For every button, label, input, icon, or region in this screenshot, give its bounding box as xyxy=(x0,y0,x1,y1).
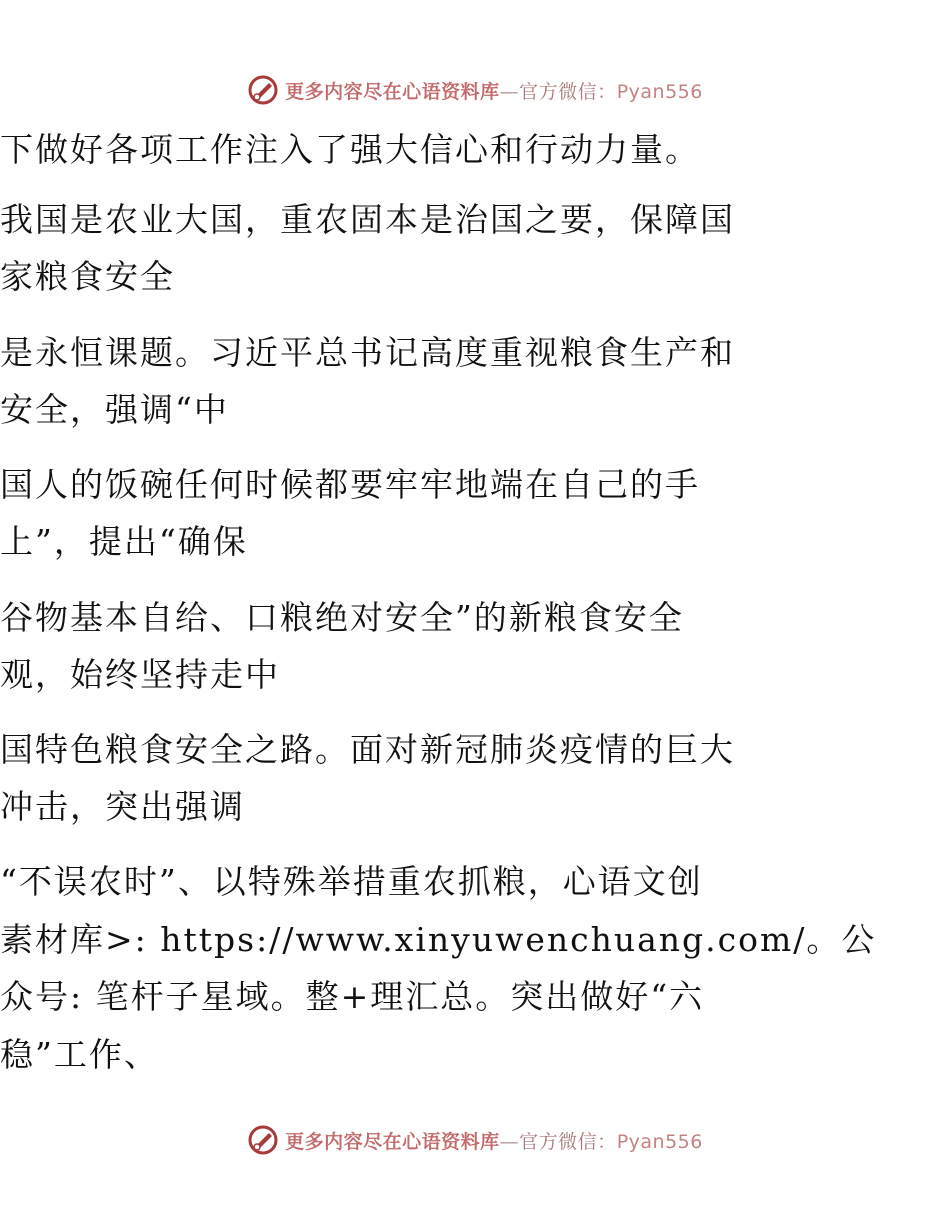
body-line: 国特色粮食安全之路。面对新冠肺炎疫情的巨大 xyxy=(0,730,735,769)
footer-text xyxy=(285,1127,703,1154)
footer-label: 官方微信： xyxy=(519,1130,617,1153)
body-line: 安全，强调“中 xyxy=(0,390,229,429)
body-line: 我国是农业大国，重农固本是治国之要，保障国 xyxy=(0,200,735,239)
footer-separator: — xyxy=(499,1130,520,1153)
body-line: “不误农时”、以特殊举措重农抓粮，心语文创 xyxy=(0,862,703,901)
body-line: 是永恒课题。习近平总书记高度重视粮食生产和 xyxy=(0,333,735,372)
header-wechat-id: Pyan556 xyxy=(616,80,703,103)
body-line: 国人的饭碗任何时候都要牢牢地端在自己的手 xyxy=(0,465,700,504)
body-line: 众号: 笔杆子星域。整+理汇总。突出做好“六 xyxy=(0,977,705,1016)
body-line: 冲击，突出强调 xyxy=(0,787,245,826)
body-line: 素材库>: https://www.xinyuwenchuang.com/。公 xyxy=(0,920,877,959)
body-line: 观，始终坚持走中 xyxy=(0,655,280,694)
body-line: 家粮食安全 xyxy=(0,257,175,296)
body-line: 谷物基本自给、口粮绝对安全”的新粮食安全 xyxy=(0,598,684,637)
header-label: 官方微信： xyxy=(519,80,617,103)
body-line: 下做好各项工作注入了强大信心和行动力量。 xyxy=(0,130,700,169)
header-separator: — xyxy=(499,80,520,103)
body-line: 上”，提出“确保 xyxy=(0,522,248,561)
footer-watermark xyxy=(0,1120,950,1160)
footer-brand: 更多内容尽在心语资料库 xyxy=(285,1130,500,1153)
body-line: 稳”工作、 xyxy=(0,1035,159,1074)
footer-wechat-id: Pyan556 xyxy=(616,1130,703,1153)
brand-logo-icon xyxy=(247,1124,279,1156)
header-brand: 更多内容尽在心语资料库 xyxy=(285,80,500,103)
